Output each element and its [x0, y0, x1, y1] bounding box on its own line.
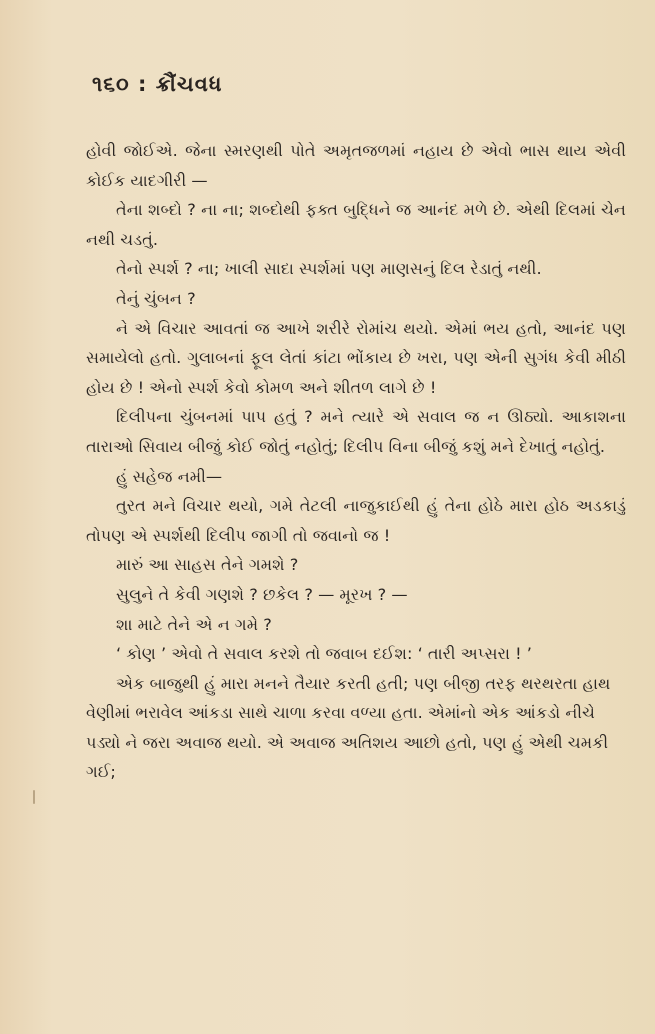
paragraph-7: હું સહેજ નમી—: [116, 466, 223, 486]
page-header: ૧૬૦ : ક્રૌંચવધ: [92, 72, 223, 96]
paragraph-5: ને એ વિચાર આવતાં જ આખે શરીરે રોમાંચ થયો. એમાં ભય હતો, આનંદ પણ સમાયેલો હતો. ગુલાબનાં ફૂલ લેતાં કાંટા ભોંકાય છે ખરા, પણ એની સુગંધ કેવી મીઠી હોય છે ! એનો સ્પર્શ કેવો કોમળ અને શીતળ લાગે છે !: [86, 318, 626, 397]
margin-mark: [33, 790, 35, 804]
paragraph-4: તેનું ચુંબન ?: [116, 288, 196, 308]
page-body: [86, 136, 626, 787]
paragraph-9: મારું આ સાહસ તેને ગમશે ?: [116, 555, 299, 575]
paragraph-10: સુલુને તે કેવી ગણશે ? છકેલ ? — મૂરખ ? —: [116, 584, 408, 604]
paragraph-12: ‘ કોણ ’ એવો તે સવાલ કરશે તો જવાબ દઈશ: ‘ તારી અપ્સરા ! ’: [116, 644, 532, 664]
paragraph-13: એક બાજુથી હું મારા મનને તૈયાર કરતી હતી; પણ બીજી તરફ થરથરતા હાથ વેણીમાં ભરાવેલ આંકડા સાથે ચાળા કરવા વળ્યા હતા. એમાંનો એક આંકડો નીચે પડ્યો ને જરા અવાજ થયો. એ અવાજ અતિશય આછો હતો, પણ હું એથી ચમકી ગઈ;: [86, 673, 611, 782]
paragraph-11: શા માટે તેને એ ન ગમે ?: [116, 614, 272, 634]
paragraph-2: તેના શબ્દો ? ના ના; શબ્દોથી ફક્ત બુદ્ધિને જ આનંદ મળે છે. એથી દિલમાં ચેન નથી ચડતું.: [86, 200, 626, 249]
paragraph-3: તેનો સ્પર્શ ? ના; ખાલી સાદા સ્પર્શમાં પણ માણસનું દિલ રેડાતું નથી.: [116, 259, 542, 279]
paragraph-6: દિલીપના ચુંબનમાં પાપ હતું ? મને ત્યારે એ સવાલ જ ન ઊઠ્યો. આકાશના તારાઓ સિવાય બીજું કોઈ જોતું નહોતું; દિલીપ વિના બીજું કશું મને દેખાતું નહોતું.: [86, 407, 626, 456]
paragraph-8: તુરત મને વિચાર થયો, ગમે તેટલી નાજુકાઈથી હું તેના હોઠે મારા હોઠ અડકાડું તોપણ એ સ્પર્શથી દિલીપ જાગી તો જવાનો જ !: [86, 496, 626, 545]
paragraph-1: હોવી જોઈએ. જેના સ્મરણથી પોતે અમૃતજળમાં નહાય છે એવો ભાસ થાય એવી કોઈક યાદગીરી —: [86, 141, 626, 190]
